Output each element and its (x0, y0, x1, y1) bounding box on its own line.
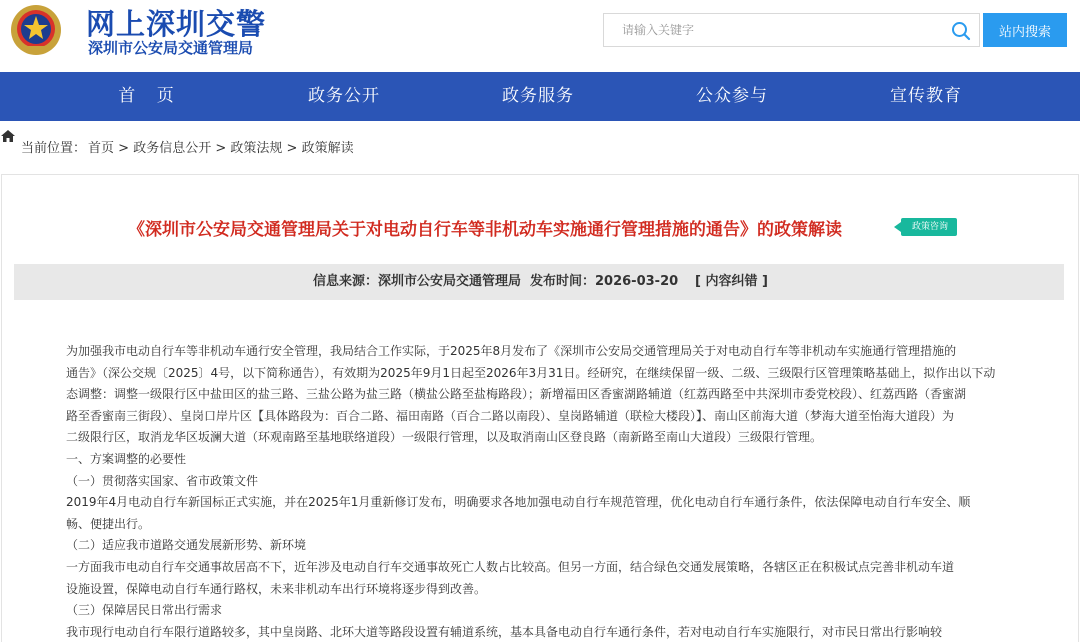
search-icon[interactable] (951, 21, 971, 41)
body-line: 畅、便捷出行。 (66, 516, 151, 531)
body-line: 我市现行电动自行车限行道路较多，其中皇岗路、北环大道等路段设置有辅道系统，基本具备电动自行车通行条件，若对电动自行车实施限行，对市民日常出行影响较 (66, 624, 943, 639)
breadcrumb-prefix: 当前位置： (21, 141, 87, 156)
body-line: 态调整：调整一级限行区中盐田区的盐三路、三盐公路为盐三路（横盐公路至盐梅路段）；新增福田区香蜜湖路辅道（红荔西路至中共深圳市委党校段）、红荔西路（香蜜湖 (66, 387, 967, 402)
search-box (603, 13, 980, 47)
home-icon (1, 130, 15, 142)
nav-item-home[interactable]: 首 页 (118, 86, 182, 106)
body-line: 为加强我市电动自行车等非机动车通行安全管理，我局结合工作实际，于2025年8月发布了《深圳市公安局交通管理局关于对电动自行车等非机动车实施通行管理措施的 (66, 344, 957, 358)
site-header (0, 0, 1080, 72)
content-error-link[interactable]: [ 内容纠错 ] (695, 274, 768, 289)
search-input[interactable] (604, 14, 944, 46)
breadcrumb-policy-law[interactable]: 政策法规 (230, 141, 283, 156)
breadcrumb (0, 126, 1080, 162)
policy-consult-tag[interactable]: 政策咨询 (901, 218, 957, 236)
body-line: 通告》（深公交规〔2025〕4号，以下简称通告），有效期为2025年9月1日起至2026年3月31日。经研究，在继续保留一级、二级、三级限行区管理策略基础上，拟作出以下动 (66, 365, 996, 380)
nav-item-government-affairs[interactable]: 政务公开 (308, 86, 380, 106)
body-line: 一方面我市电动自行车交通事故居高不下，近年涉及电动自行车交通事故死亡人数占比较高。但另一方面，结合绿色交通发展策略，各辖区正在积极试点完善非机动车道 (66, 559, 955, 574)
article-panel (1, 174, 1079, 642)
breadcrumb-separator: > (211, 141, 231, 156)
article-meta-bar (14, 264, 1064, 300)
body-line: 2019年4月电动自行车新国标正式实施，并在2025年1月重新修订发布，明确要求各地加强电动自行车规范管理，优化电动自行车通行条件，依法保障电动自行车安全、顺 (66, 495, 971, 510)
breadcrumb-gov-info[interactable]: 政务信息公开 (133, 141, 212, 156)
section-heading: 一、方案调整的必要性 (66, 451, 187, 466)
subsection-heading: （三）保障居民日常出行需求 (66, 603, 223, 618)
body-line: 路至香蜜南三街段）、皇岗口岸片区【具体路段为：百合二路、福田南路（百合二路以南段）、皇岗路辅道（联检大楼段）】、南山区前海大道（梦海大道至怡海大道段）为 (66, 408, 955, 423)
subsection-heading: （一）贯彻落实国家、省市政策文件 (66, 473, 259, 488)
site-title[interactable]: 网上深圳交警 (86, 7, 267, 41)
breadcrumb-path (88, 137, 354, 156)
article-publish-time: 发布时间：2026-03-20 (530, 274, 679, 289)
nav-item-education[interactable]: 宣传教育 (890, 86, 962, 106)
police-emblem-icon (10, 4, 62, 56)
subsection-heading: （二）适应我市道路交通发展新形势、新环境 (66, 538, 307, 553)
body-line: 设施设置，保障电动自行车通行路权，未来非机动车出行环境将逐步得到改善。 (66, 581, 487, 596)
breadcrumb-policy-interpretation[interactable]: 政策解读 (301, 141, 354, 156)
main-nav (0, 72, 1080, 121)
site-search-button[interactable]: 站内搜索 (983, 13, 1067, 47)
body-line: 二级限行区，取消龙华区坂澜大道（环观南路至基地联络道段）一级限行管理，以及取消南山区登良路（南新路至南山大道段）三级限行管理。 (66, 430, 823, 445)
nav-item-services[interactable]: 政务服务 (502, 86, 574, 106)
site-subtitle: 深圳市公安局交通管理局 (88, 39, 254, 57)
breadcrumb-separator: > (282, 141, 302, 156)
article-source: 信息来源：深圳市公安局交通管理局 (313, 274, 522, 289)
nav-item-public-participation[interactable]: 公众参与 (696, 86, 768, 106)
breadcrumb-separator: > (114, 141, 134, 156)
article-body (66, 341, 1041, 642)
article-title: 《深圳市公安局交通管理局关于对电动自行车等非机动车实施通行管理措施的通告》的政策解读 (128, 220, 842, 240)
breadcrumb-home[interactable]: 首页 (88, 141, 115, 156)
